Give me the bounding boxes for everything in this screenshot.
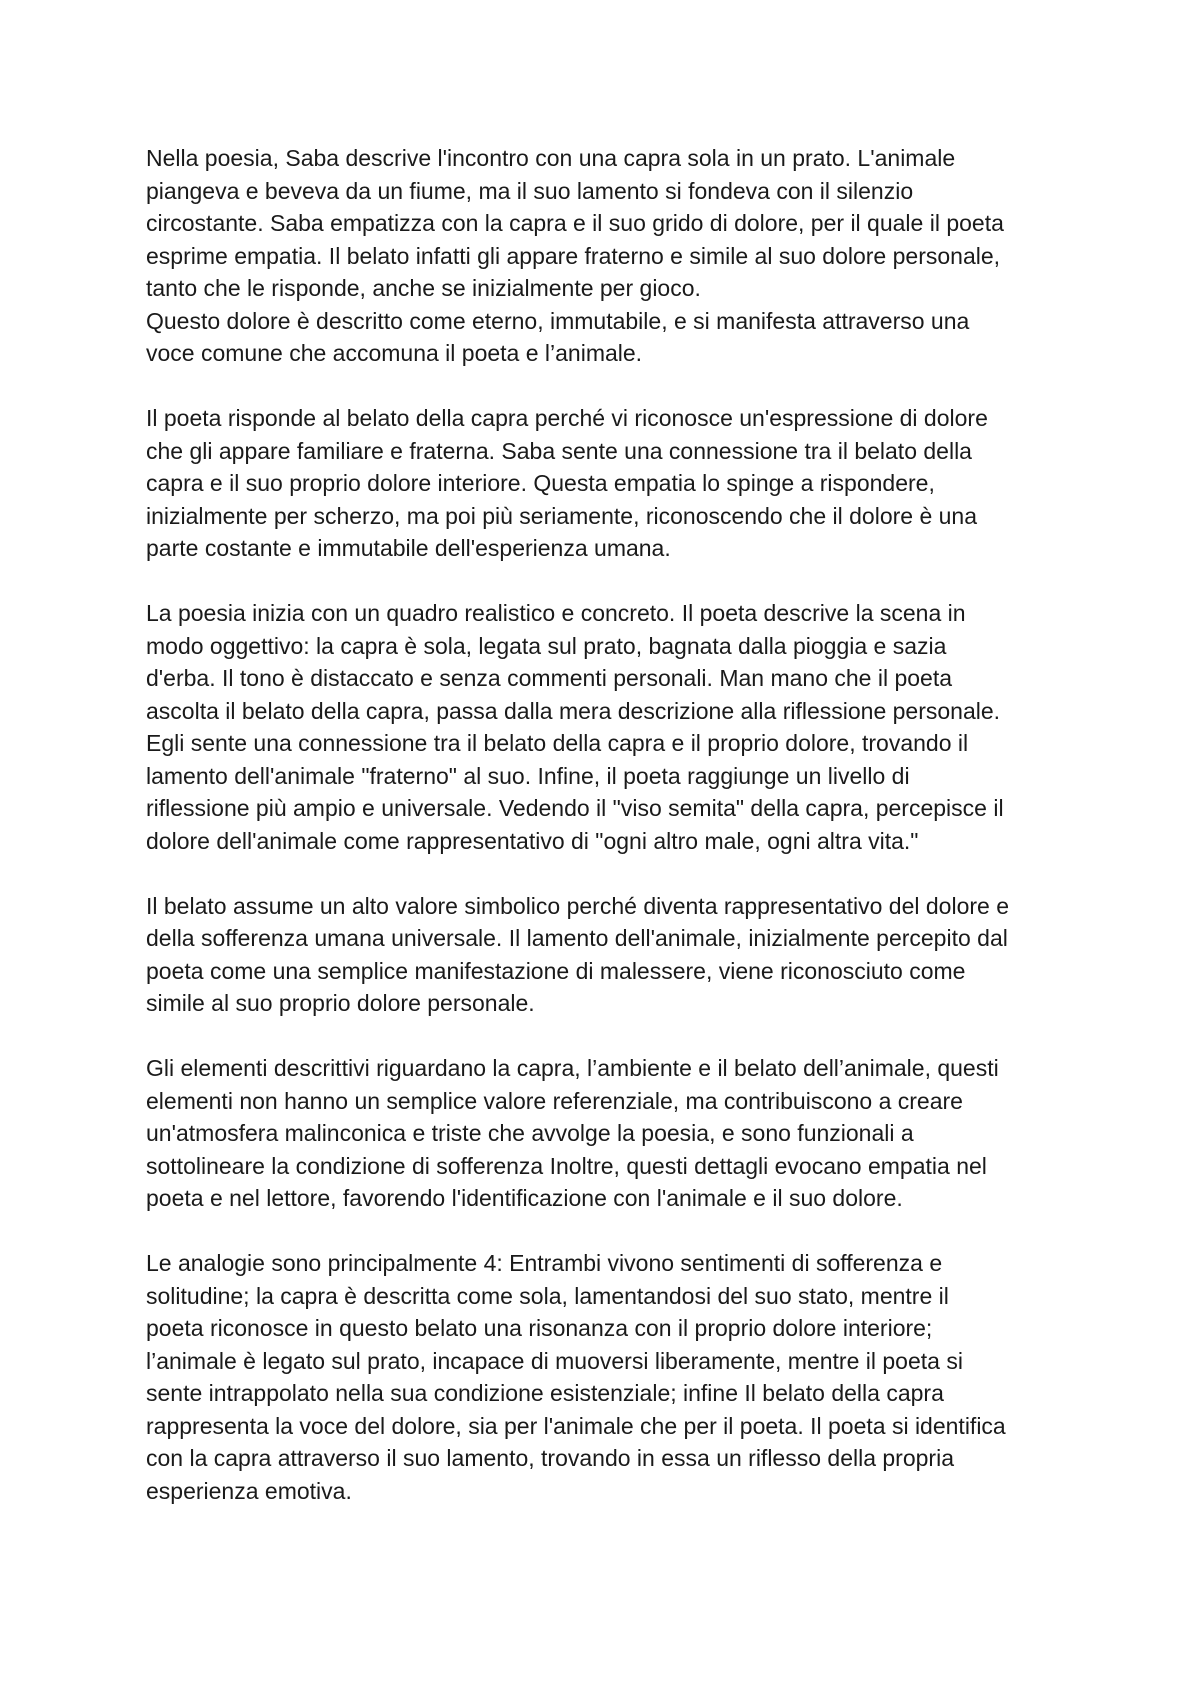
text-line: d'erba. Il tono è distaccato e senza commenti personali. Man mano che il poeta <box>146 665 953 691</box>
paragraph-5 <box>146 1052 1076 1215</box>
paragraph-6 <box>146 1247 1076 1507</box>
text-line: modo oggettivo: la capra è sola, legata sul prato, bagnata dalla pioggia e sazia <box>146 632 947 659</box>
text-line: poeta come una semplice manifestazione di malessere, viene riconosciuto come <box>146 957 966 984</box>
text-line: Le analogie sono principalmente 4: Entrambi vivono sentimenti di sofferenza e <box>146 1250 943 1276</box>
text-line: esperienza emotiva. <box>146 1477 352 1504</box>
text-line: circostante. Saba empatizza con la capra e il suo grido di dolore, per il quale il poeta <box>146 210 1004 236</box>
text-line: l’animale è legato sul prato, incapace di muoversi liberamente, mentre il poeta si <box>146 1347 963 1374</box>
text-line: ascolta il belato della capra, passa dalla mera descrizione alla riflessione personale. <box>146 697 1001 724</box>
text-line: Gli elementi descrittivi riguardano la capra, l’ambiente e il belato dell’animale, questi <box>146 1055 999 1081</box>
text-line: parte costante e immutabile dell'esperienza umana. <box>146 535 671 561</box>
text-line: poeta riconosce in questo belato una risonanza con il proprio dolore interiore; <box>146 1315 933 1341</box>
text-line: riflessione più ampio e universale. Vedendo il "viso semita" della capra, percepisce il <box>146 795 1004 821</box>
paragraph-4 <box>146 890 1076 1020</box>
text-line: lamento dell'animale "fraterno" al suo. Infine, il poeta raggiunge un livello di <box>146 762 910 789</box>
text-line: Questo dolore è descritto come eterno, immutabile, e si manifesta attraverso una <box>146 307 970 334</box>
text-line: voce comune che accomuna il poeta e l’animale. <box>146 340 643 366</box>
text-line: piangeva e beveva da un fiume, ma il suo lamento si fondeva con il silenzio <box>146 177 914 204</box>
text-line: tanto che le risponde, anche se inizialmente per gioco. <box>146 275 701 301</box>
text-line: elementi non hanno un semplice valore referenziale, ma contribuiscono a creare <box>146 1087 963 1114</box>
text-line: sottolineare la condizione di sofferenza Inoltre, questi dettagli evocano empatia nel <box>146 1152 987 1179</box>
text-line: che gli appare familiare e fraterna. Saba sente una connessione tra il belato della <box>146 437 972 464</box>
text-line: simile al suo proprio dolore personale. <box>146 990 535 1016</box>
text-line: sente intrappolato nella sua condizione esistenziale; infine Il belato della capra <box>146 1380 944 1406</box>
paragraph-2 <box>146 402 1076 565</box>
text-line: Il belato assume un alto valore simbolico perché diventa rappresentativo del dolore e <box>146 892 1010 919</box>
text-line: Nella poesia, Saba descrive l'incontro con una capra sola in un prato. L'animale <box>146 145 956 171</box>
document-body <box>146 142 1076 1507</box>
paragraph-1 <box>146 142 1076 370</box>
text-line: esprime empatia. Il belato infatti gli appare fraterno e simile al suo dolore personale, <box>146 242 1001 269</box>
text-line: capra e il suo proprio dolore interiore. Questa empatia lo spinge a rispondere, <box>146 470 935 496</box>
text-line: solitudine; la capra è descritta come sola, lamentandosi del suo stato, mentre il <box>146 1282 949 1309</box>
text-line: Egli sente una connessione tra il belato della capra e il proprio dolore, trovando il <box>146 730 969 756</box>
paragraph-3 <box>146 597 1076 857</box>
text-line: inizialmente per scherzo, ma poi più seriamente, riconoscendo che il dolore è una <box>146 502 978 529</box>
text-line: poeta e nel lettore, favorendo l'identificazione con l'animale e il suo dolore. <box>146 1185 903 1211</box>
text-line: dolore dell'animale come rappresentativo di "ogni altro male, ogni altra vita." <box>146 827 919 854</box>
text-line: un'atmosfera malinconica e triste che avvolge la poesia, e sono funzionali a <box>146 1120 914 1146</box>
text-line: rappresenta la voce del dolore, sia per l'animale che per il poeta. Il poeta si identifica <box>146 1412 1006 1439</box>
text-line: La poesia inizia con un quadro realistico e concreto. Il poeta descrive la scena in <box>146 600 966 626</box>
text-line: della sofferenza umana universale. Il lamento dell'animale, inizialmente percepito dal <box>146 925 1008 951</box>
text-line: Il poeta risponde al belato della capra perché vi riconosce un'espressione di dolore <box>146 405 988 431</box>
text-line: con la capra attraverso il suo lamento, trovando in essa un riflesso della propria <box>146 1445 954 1471</box>
